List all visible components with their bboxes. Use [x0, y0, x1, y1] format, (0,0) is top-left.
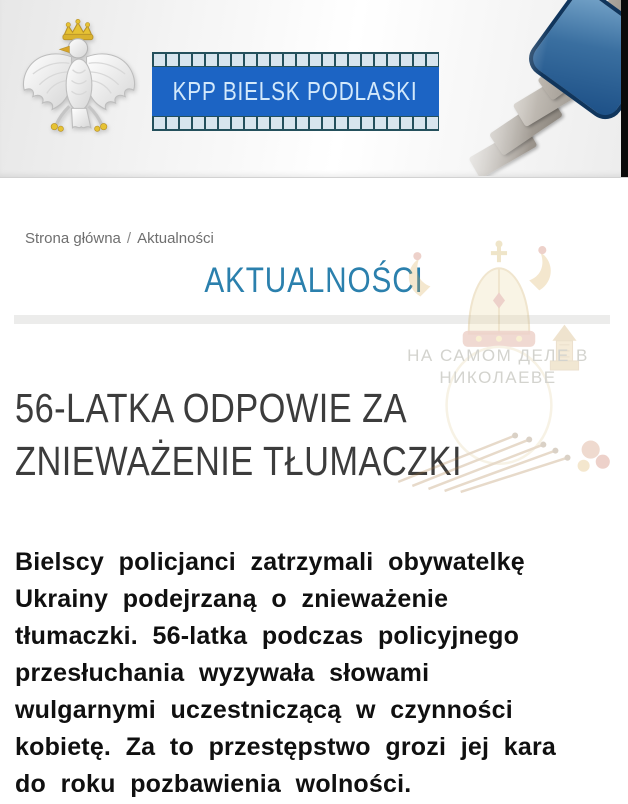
filmstrip-top	[152, 52, 439, 67]
article-lead-line: Bielscy policjanci zatrzymali obywatelkę	[15, 548, 525, 576]
breadcrumb-separator: /	[126, 230, 132, 247]
headline-line-2: ZNIEWAŻENIE TŁUMACZKI	[15, 438, 463, 484]
site-header	[0, 0, 628, 178]
section-divider	[14, 315, 610, 324]
article-lead-line: do roku pozbawienia wolności.	[15, 770, 412, 798]
photo-edge-strip	[621, 0, 628, 177]
site-title: KPP BIELSK PODLASKI	[173, 76, 418, 106]
site-banner[interactable]	[152, 52, 439, 131]
article-lead-line: kobietę. Za to przestępstwo grozi jej kara	[15, 733, 557, 761]
polish-eagle-svg	[20, 14, 138, 162]
watermark-text-line2: НИКОЛАЕВЕ	[439, 368, 557, 387]
breadcrumb-home-link[interactable]: Strona główna	[25, 230, 121, 247]
article-headline	[15, 382, 628, 488]
headline-line-1: 56-LATKA ODPOWIE ZA	[15, 385, 408, 431]
page-title-row	[0, 260, 628, 302]
article-lead-line: Ukrainy podejrzaną o znieważenie	[15, 585, 449, 613]
watermark-text-line1: НА САМОМ ДЕЛЕ В	[407, 346, 589, 365]
breadcrumb	[25, 230, 628, 247]
article-lead-line: tłumaczki. 56-latka podczas policyjnego	[15, 622, 520, 650]
banner-bar	[152, 67, 439, 116]
police-badge-photo	[466, 0, 621, 176]
article-lead	[15, 544, 628, 803]
polish-eagle-icon	[20, 14, 138, 162]
article-lead-line: wulgarnymi uczestniczącą w czynności	[15, 696, 513, 724]
article-lead-line: przesłuchania wyzywała słowami	[15, 659, 430, 687]
filmstrip-bottom	[152, 116, 439, 131]
page-title: AKTUALNOŚCI	[204, 261, 424, 300]
breadcrumb-news-link[interactable]: Aktualności	[137, 230, 214, 247]
